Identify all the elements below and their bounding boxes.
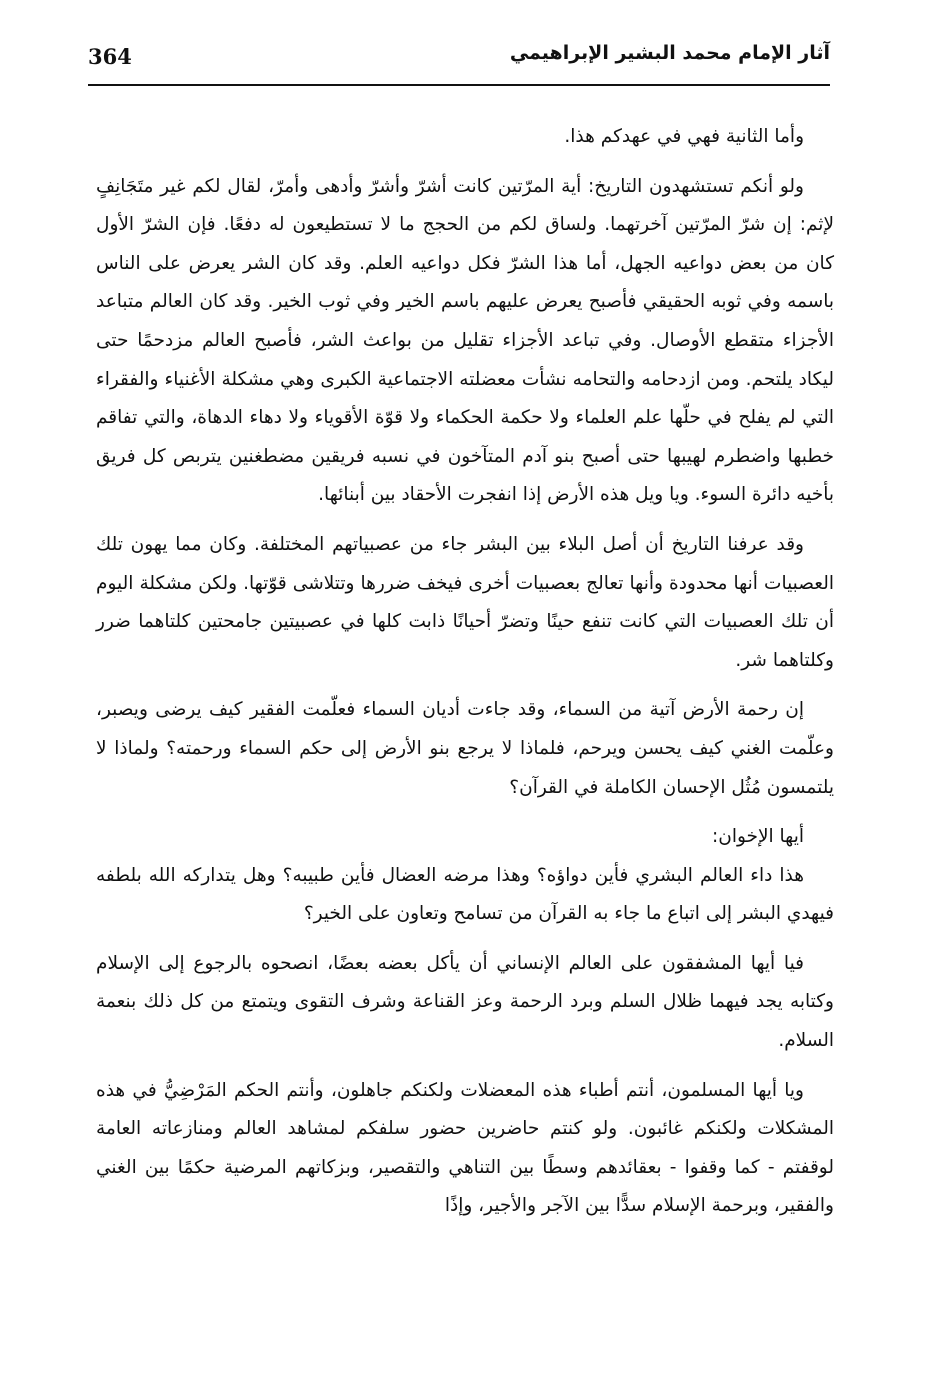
paragraph-1: وأما الثانية فهي في عهدكم هذا. <box>564 126 804 147</box>
paragraph-4: إن رحمة الأرض آتية من السماء، وقد جاءت أديان السماء فعلّمت الفقير كيف يرضى ويصبر، وعلّمت الغني كيف يحسن ويرحم، فلماذا لا يرجع بنو الأرض إلى حكم السماء ورحمته؟ ولماذا لا يلتمسون مُثُل الإحسان الكاملة في القرآن؟ <box>96 699 834 798</box>
paragraph-3: وقد عرفنا التاريخ أن أصل البلاء بين البشر جاء من عصبياتهم المختلفة. وكان مما يهون تلك العصبيات أنها محدودة وأنها تعالج بعصبيات أخرى فيخف ضررها وتتلاشى قوّتها. ولكن مشكلة اليوم أن تلك العصبيات التي كانت تنفع حينًا وتضرّ أحيانًا ذابت كلها في عصبيتين جامحتين كلتاهما ضرر وكلتاهما شر. <box>96 533 834 671</box>
page-header <box>88 40 830 86</box>
page-body <box>96 118 834 1237</box>
paragraph-8: ويا أيها المسلمون، أنتم أطباء هذه المعضلات ولكنكم جاهلون، وأنتم الحكم المَرْضِيُّ في هذه المشكلات ولكنكم غائبون. ولو كنتم حاضرين حضور سلفكم لمشاهد العالم ومنازعاته العامة لوقفتم - كما وقفوا - بعقائدهم وسطًا بين التناهي والتقصير، وبزكاتهم المرضية حكمًا بين الغني والفقير، وبرحمة الإسلام سدًّا بين الآجر والأجير، وإذًا <box>96 1079 834 1217</box>
paragraph-5: أيها الإخوان: <box>712 826 804 848</box>
page-number: 364 <box>88 44 132 69</box>
paragraph-7: فيا أيها المشفقون على العالم الإنساني أن يأكل بعضه بعضًا، انصحوه بالرجوع إلى الإسلام وكتابه يجد فيهما ظلال السلم وبرد الرحمة وعز القناعة وشرف التقوى ويتمتع من كل ذلك بنعمة السلام. <box>96 952 834 1052</box>
paragraph-6: هذا داء العالم البشري فأين دواؤه؟ وهذا مرضه العضال فأين طبيبه؟ وهل يتداركه الله بلطفه فيهدي البشر إلى اتباع ما جاء به القرآن من تسامح وتعاون على الخير؟ <box>96 864 834 925</box>
paragraph-2: ولو أنكم تستشهدون التاريخ: أية المرّتين كانت أشرّ وأشرّ وأدهى وأمرّ، لقال لكم غير متَجَانِفٍ لإثم: إن شرّ المرّتين آخرتهما. ولساق لكم من الحجج ما لا تستطيعون له دفعًا. فإن الشرّ الأول كان من بعض دواعيه الجهل، أما هذا الشرّ فكل دواعيه العلم. وقد كان الشر يعرض على الناس باسمه وفي ثوبه الحقيقي فأصبح يعرض عليهم باسم الخير وفي ثوب الخير. وقد كان العالم متباعد الأجزاء متقطع الأوصال. وفي تباعد الأجزاء تقليل من بواعث الشر، فأصبح العالم مزدحمًا حتى ليكاد يلتحم. ومن ازدحامه والتحامه نشأت معضلته الاجتماعية الكبرى وهي مشكلة الأغنياء والفقراء التي لم يفلح في حلّها علم العلماء ولا حكمة الحكماء ولا قوّة الأقوياء ولا دهاء الدهاة، والتي تفاقم خطبها واضطرم لهيبها حتى أصبح بنو آدم المتآخون في نسبه فريقين مضطغنين يتربص كل فريق بأخيه دائرة السوء. ويا ويل هذه الأرض إذا انفجرت الأحقاد بين أبنائها. <box>96 175 834 506</box>
running-title: آثار الإمام محمد البشير الإبراهيمي <box>509 42 830 64</box>
